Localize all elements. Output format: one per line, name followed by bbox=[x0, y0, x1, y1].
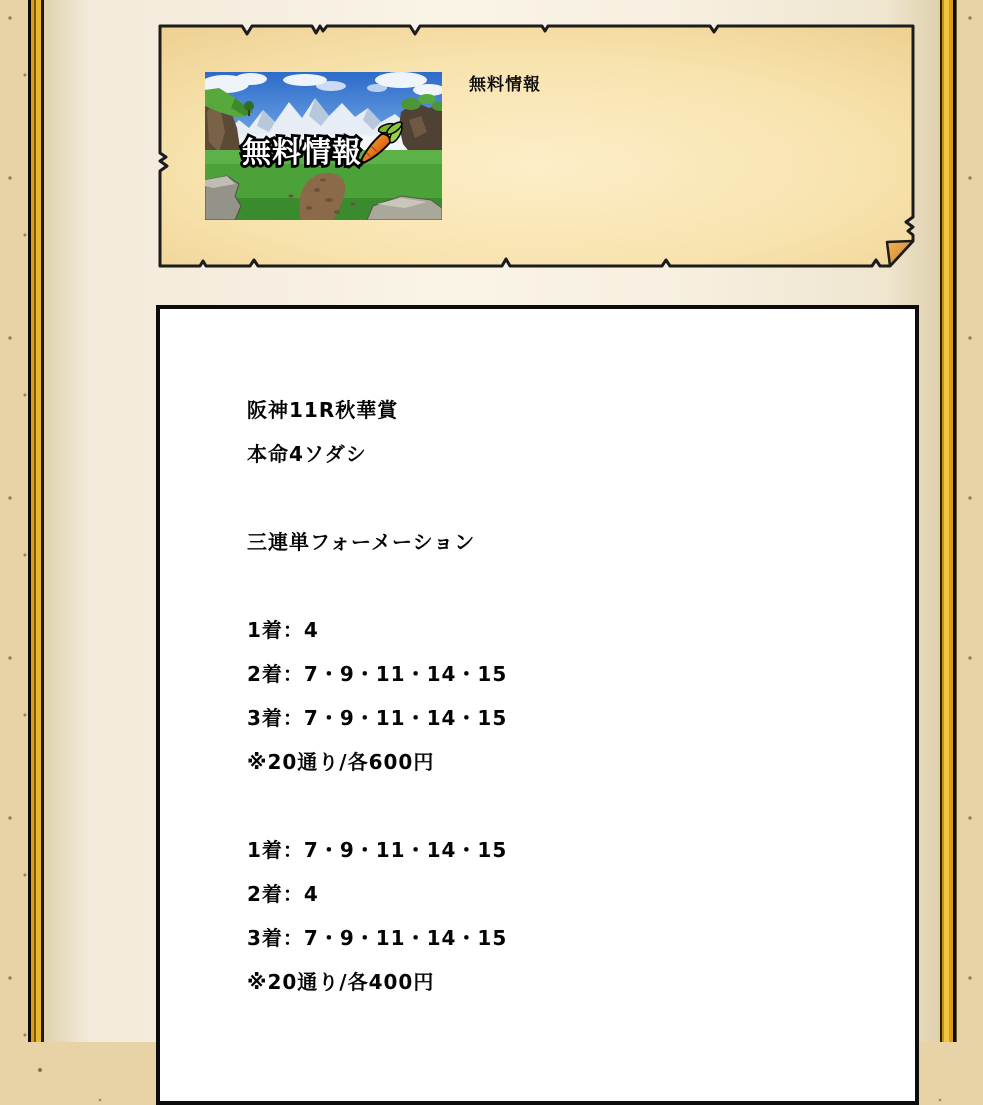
post-line-bet-type: 三連単フォーメーション bbox=[247, 530, 476, 554]
post-line-blank bbox=[247, 476, 885, 520]
post-line-first: 1着：7・9・11・14・15 bbox=[247, 838, 508, 862]
post-line-race: 阪神11R秋華賞 bbox=[247, 398, 399, 422]
banner-image-overlay-text: 無料情報 bbox=[242, 135, 363, 169]
banner-image[interactable] bbox=[205, 72, 442, 220]
folded-corner bbox=[887, 241, 913, 266]
post-line-cost: ※20通り/各400円 bbox=[247, 970, 435, 994]
post-line-third: 3着：7・9・11・14・15 bbox=[247, 706, 508, 730]
right-gold-border bbox=[940, 0, 957, 1042]
post-line-cost: ※20通り/各600円 bbox=[247, 750, 435, 774]
content-column bbox=[44, 0, 940, 1042]
banner-title: 無料情報 bbox=[469, 75, 541, 95]
post-line-second: 2着：4 bbox=[247, 882, 319, 906]
post-line-first: 1着：4 bbox=[247, 618, 319, 642]
header-banner bbox=[154, 21, 921, 269]
post-content-box bbox=[156, 305, 919, 1105]
left-gold-border bbox=[28, 0, 44, 1042]
post-line-blank bbox=[247, 564, 885, 608]
tree bbox=[244, 101, 254, 111]
post-line-favorite: 本命4ソダシ bbox=[247, 442, 367, 466]
post-line-third: 3着：7・9・11・14・15 bbox=[247, 926, 508, 950]
post-line-second: 2着：7・9・11・14・15 bbox=[247, 662, 508, 686]
post-line-blank bbox=[247, 784, 885, 828]
landscape-illustration bbox=[205, 72, 442, 220]
bottom-left-rocks bbox=[205, 176, 241, 220]
